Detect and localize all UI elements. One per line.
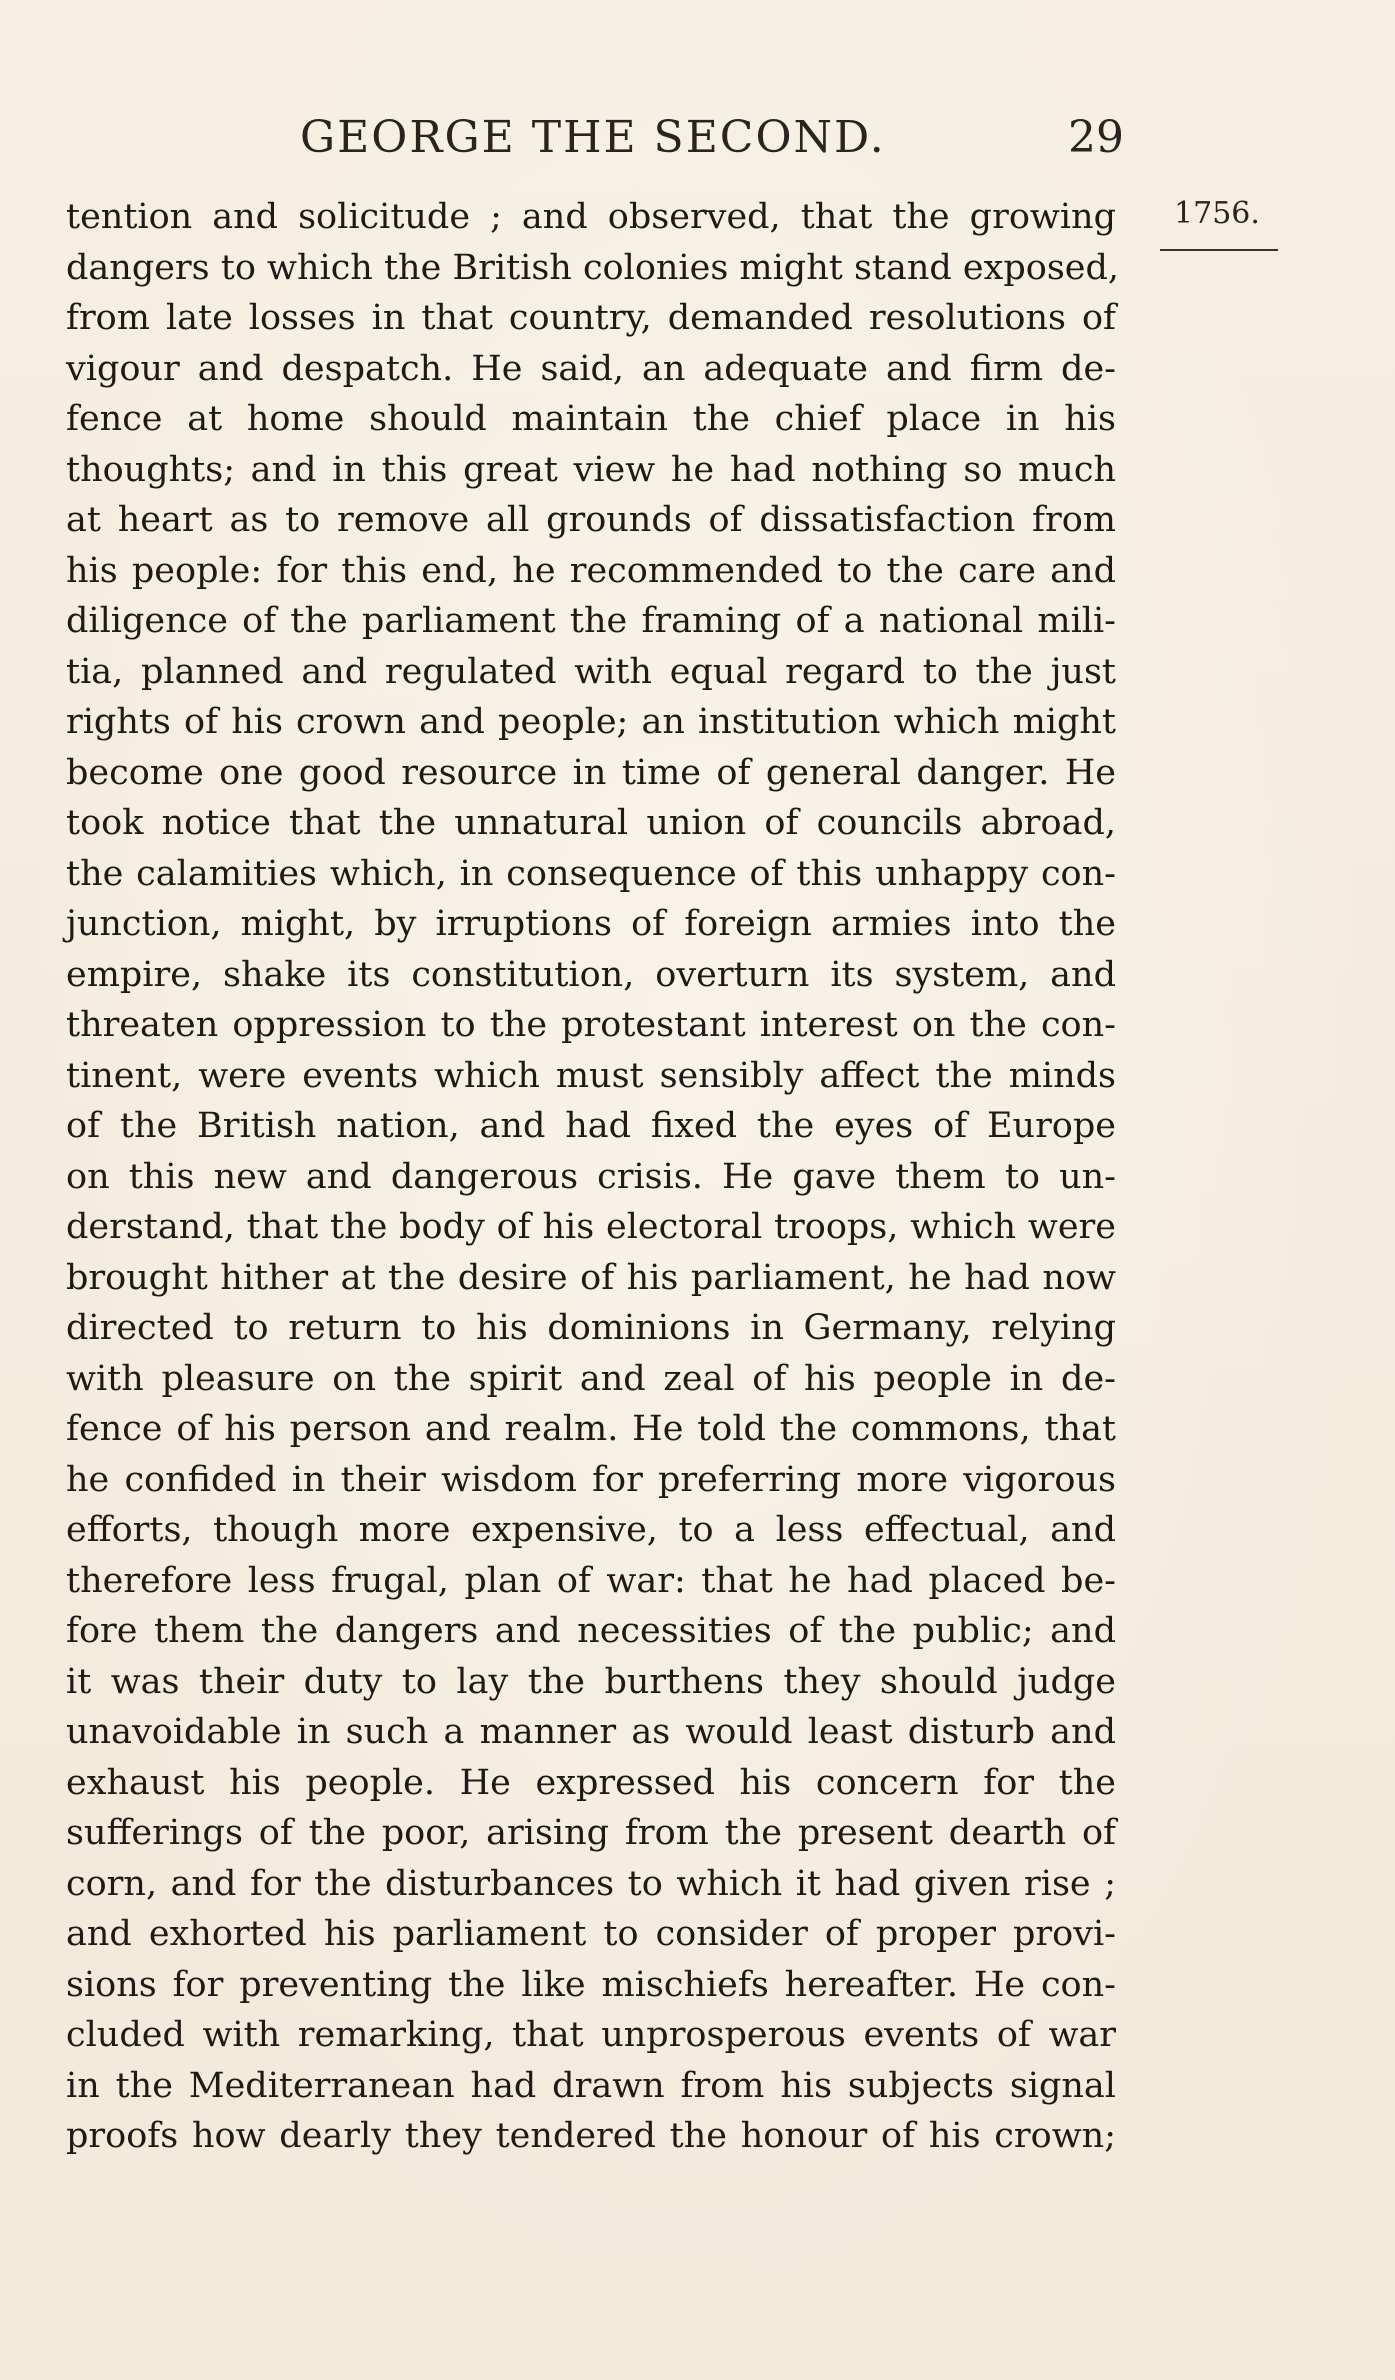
text-line: his people: for this end, he recommended to the care and: [66, 550, 1116, 591]
marginal-note: [1162, 196, 1272, 251]
text-line: proofs how dearly they tendered the honour of his crown;: [66, 2116, 1116, 2156]
text-line: and exhorted his parliament to consider of proper provi-: [66, 1914, 1116, 1954]
text-line: he confided in their wisdom for preferring more vigorous: [66, 1459, 1116, 1500]
text-line: tia, planned and regulated with equal regard to the just: [66, 651, 1116, 692]
text-line: unavoidable in such a manner as would least disturb and: [66, 1712, 1116, 1752]
text-line: become one good resource in time of general danger. He: [66, 752, 1116, 793]
text-line: of the British nation, and had fixed the eyes of Europe: [66, 1106, 1116, 1146]
text-line: diligence of the parliament the framing of a national mili-: [66, 601, 1116, 641]
text-line: at heart as to remove all grounds of dissatisfaction from: [66, 500, 1116, 540]
running-title: GEORGE THE SECOND.: [300, 112, 886, 163]
margin-year: 1756.: [1174, 196, 1260, 231]
text-line: empire, shake its constitution, overturn its system, and: [66, 954, 1116, 995]
text-line: cluded with remarking, that unprosperous events of war: [66, 2015, 1116, 2055]
body-text: [66, 192, 1120, 2162]
text-line: the calamities which, in consequence of this unhappy con-: [66, 853, 1116, 894]
text-line: tention and solicitude ; and observed, that the growing: [66, 197, 1116, 237]
text-line: directed to return to his dominions in Germany, relying: [66, 1308, 1116, 1348]
text-line: threaten oppression to the protestant interest on the con-: [66, 1005, 1116, 1045]
text-line: sufferings of the poor, arising from the present dearth of: [66, 1813, 1116, 1853]
text-line: dangers to which the British colonies might stand exposed,: [66, 247, 1120, 288]
page-header: [300, 112, 1124, 172]
text-line: sions for preventing the like mischiefs hereafter. He con-: [66, 1964, 1116, 2005]
text-line: junction, might, by irruptions of foreign armies into the: [66, 904, 1116, 944]
text-line: it was their duty to lay the burthens they should judge: [66, 1661, 1116, 1702]
text-line: efforts, though more expensive, to a less effectual, and: [66, 1510, 1116, 1550]
text-line: rights of his crown and people; an institution which might: [66, 702, 1116, 742]
text-line: fence of his person and realm. He told the commons, that: [66, 1409, 1116, 1449]
text-line: with pleasure on the spirit and zeal of his people in de-: [66, 1358, 1116, 1399]
text-line: on this new and dangerous crisis. He gave them to un-: [66, 1156, 1116, 1197]
text-line: in the Mediterranean had drawn from his subjects signal: [66, 2065, 1116, 2106]
text-line: exhaust his people. He expressed his concern for the: [66, 1762, 1116, 1803]
text-line: took notice that the unnatural union of councils abroad,: [66, 803, 1116, 843]
text-line: tinent, were events which must sensibly affect the minds: [66, 1055, 1116, 1096]
text-line: thoughts; and in this great view he had nothing so much: [66, 449, 1116, 490]
margin-rule: [1160, 249, 1278, 251]
text-line: corn, and for the disturbances to which it had given rise ;: [66, 1863, 1116, 1904]
text-line: therefore less frugal, plan of war: that he had placed be-: [66, 1560, 1116, 1601]
text-line: vigour and despatch. He said, an adequate and firm de-: [66, 348, 1116, 389]
text-line: from late losses in that country, demanded resolutions of: [66, 298, 1116, 338]
text-line: fore them the dangers and necessities of the public; and: [66, 1611, 1116, 1651]
text-line: fence at home should maintain the chief place in his: [66, 399, 1116, 439]
text-line: brought hither at the desire of his parliament, he had now: [66, 1257, 1116, 1298]
page-number: 29: [1068, 112, 1124, 163]
text-line: derstand, that the body of his electoral troops, which were: [66, 1207, 1116, 1247]
